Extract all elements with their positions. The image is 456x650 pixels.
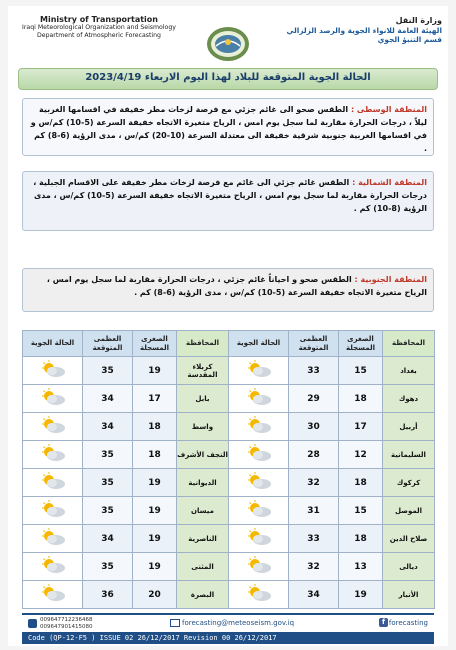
min-temp-cell: 18 xyxy=(339,525,383,553)
governorate-cell: المثنى xyxy=(177,553,229,581)
weather-cell xyxy=(23,357,83,385)
min-temp-cell: 19 xyxy=(133,525,177,553)
table-row xyxy=(23,525,435,553)
governorate-cell: كركوك xyxy=(383,469,435,497)
sun-cloud-icon xyxy=(245,595,273,605)
governorate-cell: السليمانية xyxy=(383,441,435,469)
max-temp-cell: 35 xyxy=(83,497,133,525)
max-temp-cell: 34 xyxy=(83,525,133,553)
governorate-cell: الديوانية xyxy=(177,469,229,497)
header-min: الصغرى المسجلة xyxy=(339,331,383,357)
email-icon xyxy=(170,619,180,627)
table-row xyxy=(23,553,435,581)
max-temp-cell: 35 xyxy=(83,469,133,497)
max-temp-cell: 31 xyxy=(289,497,339,525)
min-temp-cell: 12 xyxy=(339,441,383,469)
organization-logo xyxy=(206,26,250,62)
weather-cell xyxy=(23,413,83,441)
governorate-cell: البصرة xyxy=(177,581,229,609)
table-row xyxy=(23,581,435,609)
max-temp-cell: 29 xyxy=(289,385,339,413)
weather-cell xyxy=(229,413,289,441)
region-south xyxy=(22,268,434,312)
weather-cell xyxy=(229,469,289,497)
max-temp-cell: 35 xyxy=(83,357,133,385)
governorate-cell: الأنبار xyxy=(383,581,435,609)
governorate-cell: دهوك xyxy=(383,385,435,413)
max-temp-cell: 36 xyxy=(83,581,133,609)
weather-cell xyxy=(23,497,83,525)
sun-cloud-icon xyxy=(245,511,273,521)
weather-cell xyxy=(23,469,83,497)
sun-cloud-icon xyxy=(39,595,67,605)
weather-cell xyxy=(229,357,289,385)
header-weather: الحالة الجوية xyxy=(23,331,83,357)
min-temp-cell: 18 xyxy=(133,441,177,469)
table-row xyxy=(23,385,435,413)
max-temp-cell: 32 xyxy=(289,469,339,497)
governorate-cell: الناصرية xyxy=(177,525,229,553)
table-row xyxy=(23,469,435,497)
max-temp-cell: 32 xyxy=(289,553,339,581)
header-governorate: المحافظة xyxy=(177,331,229,357)
footer-contacts xyxy=(22,613,434,631)
governorate-cell: بابل xyxy=(177,385,229,413)
min-temp-cell: 18 xyxy=(339,385,383,413)
forecast-title-band xyxy=(18,68,438,90)
forecast-page xyxy=(8,6,448,646)
header-max: العظمى المتوقعة xyxy=(289,331,339,357)
max-temp-cell: 35 xyxy=(83,441,133,469)
phone-icon xyxy=(28,619,37,628)
document-code-bar: Code (QP-12-F5 ) ISSUE 02 26/12/2017 Revision 00 26/12/2017 xyxy=(22,632,434,644)
min-temp-cell: 20 xyxy=(133,581,177,609)
min-temp-cell: 19 xyxy=(133,357,177,385)
weather-cell xyxy=(229,385,289,413)
max-temp-cell: 33 xyxy=(289,357,339,385)
max-temp-cell: 34 xyxy=(289,581,339,609)
region-text: الطقس صحو الى غائم جزئي مع فرصة لزخات مطر خفيفة في اقسامها الغربية ليلاً ، درجات الحرارة مقاربة لما سجل يوم امس ، الرياح متغيرة الاتجاه خفيفة السرعة (5-10) كم/س و في اقسامها الغربية جنوبية شرقية خفيفة الى معتدلة السرعة (10-20) كم/س ، مدى الرؤية (6-8) كم . xyxy=(30,105,427,153)
sun-cloud-icon xyxy=(39,483,67,493)
max-temp-cell: 34 xyxy=(83,413,133,441)
header-weather: الحالة الجوية xyxy=(229,331,289,357)
sun-cloud-icon xyxy=(245,399,273,409)
governorate-cell: الموصل xyxy=(383,497,435,525)
governorate-cell: بغداد xyxy=(383,357,435,385)
sun-cloud-icon xyxy=(245,483,273,493)
max-temp-cell: 28 xyxy=(289,441,339,469)
min-temp-cell: 18 xyxy=(133,413,177,441)
governorate-forecast-table xyxy=(22,330,435,609)
min-temp-cell: 17 xyxy=(339,413,383,441)
email-address[interactable]: forecasting@meteoseism.gov.iq xyxy=(182,619,295,627)
max-temp-cell: 30 xyxy=(289,413,339,441)
governorate-cell: كربلاء المقدسة xyxy=(177,357,229,385)
governorate-cell: ديالى xyxy=(383,553,435,581)
min-temp-cell: 15 xyxy=(339,497,383,525)
weather-cell xyxy=(229,525,289,553)
weather-cell xyxy=(229,441,289,469)
weather-cell xyxy=(23,553,83,581)
region-name: المنطقة الشمالية : xyxy=(352,178,427,187)
table-row xyxy=(23,357,435,385)
weather-cell xyxy=(23,441,83,469)
sun-cloud-icon xyxy=(39,399,67,409)
min-temp-cell: 19 xyxy=(339,581,383,609)
sun-cloud-icon xyxy=(245,567,273,577)
governorate-cell: أربيل xyxy=(383,413,435,441)
header-min: الصغرى المسجلة xyxy=(133,331,177,357)
min-temp-cell: 19 xyxy=(133,553,177,581)
table-row xyxy=(23,413,435,441)
sun-cloud-icon xyxy=(39,427,67,437)
header-governorate: المحافظة xyxy=(383,331,435,357)
governorate-cell: ميسان xyxy=(177,497,229,525)
ministry-name-arabic: وزارة النقل الهيئة العامة للانواء الجوية والرصد الزلزالي قسم التنبؤ الجوي xyxy=(286,16,442,44)
table-header-row xyxy=(23,331,435,357)
governorate-cell: صلاح الدين xyxy=(383,525,435,553)
facebook-link[interactable]: forecasting xyxy=(388,619,428,627)
sun-cloud-icon xyxy=(245,427,273,437)
sun-cloud-icon xyxy=(245,371,273,381)
sun-cloud-icon xyxy=(39,539,67,549)
max-temp-cell: 33 xyxy=(289,525,339,553)
forecast-title: الحالة الجوية المتوقعة للبلاد لهذا اليوم الاربعاء 2023/4/19 xyxy=(85,72,371,83)
sun-cloud-icon xyxy=(245,539,273,549)
footer xyxy=(8,613,448,646)
region-text: الطقس غائم جزئي الى غائم مع فرصة لزخات مطر خفيفة على الاقسام الجبلية ، درجات الحرارة مقاربة لما سجل يوم امس ، الرياح متغيرة الاتجاه خفيفة السرعة (5-10) كم/س ، مدى الرؤية (8-10) كم . xyxy=(33,178,427,213)
sun-cloud-icon xyxy=(39,455,67,465)
facebook-icon: f xyxy=(379,618,388,627)
phone-numbers: 009647712236468 009647901415080 xyxy=(40,617,93,630)
max-temp-cell: 35 xyxy=(83,553,133,581)
weather-cell xyxy=(23,581,83,609)
ministry-name-english: Ministry of Transportation Iraqi Meteorological Organization and Seismology Department of Atmospheric Forecasting xyxy=(22,15,176,39)
min-temp-cell: 19 xyxy=(133,497,177,525)
max-temp-cell: 34 xyxy=(83,385,133,413)
min-temp-cell: 19 xyxy=(133,469,177,497)
weather-cell xyxy=(23,525,83,553)
letterhead xyxy=(8,6,448,76)
governorate-cell: واسط xyxy=(177,413,229,441)
min-temp-cell: 15 xyxy=(339,357,383,385)
sun-cloud-icon xyxy=(39,511,67,521)
sun-cloud-icon xyxy=(39,567,67,577)
weather-cell xyxy=(229,581,289,609)
table-row xyxy=(23,441,435,469)
sun-cloud-icon xyxy=(39,371,67,381)
header-max: العظمى المتوقعة xyxy=(83,331,133,357)
weather-cell xyxy=(229,497,289,525)
weather-cell xyxy=(229,553,289,581)
min-temp-cell: 13 xyxy=(339,553,383,581)
governorate-cell: النجف الأشرف xyxy=(177,441,229,469)
min-temp-cell: 18 xyxy=(339,469,383,497)
table-row xyxy=(23,497,435,525)
weather-cell xyxy=(23,385,83,413)
region-north xyxy=(22,171,434,231)
region-central xyxy=(22,98,434,156)
region-name: المنطقة الجنوبية : xyxy=(354,275,427,284)
region-name: المنطقة الوسطى : xyxy=(350,105,427,114)
min-temp-cell: 17 xyxy=(133,385,177,413)
region-text: الطقس صحو و احياناً غائم جزئي ، درجات الحرارة مقاربة لما سجل يوم امس ، الرياح متغيرة الاتجاه خفيفة السرعة (5-10) كم/س ، مدى الرؤية (6-8) كم . xyxy=(46,275,427,297)
sun-cloud-icon xyxy=(245,455,273,465)
